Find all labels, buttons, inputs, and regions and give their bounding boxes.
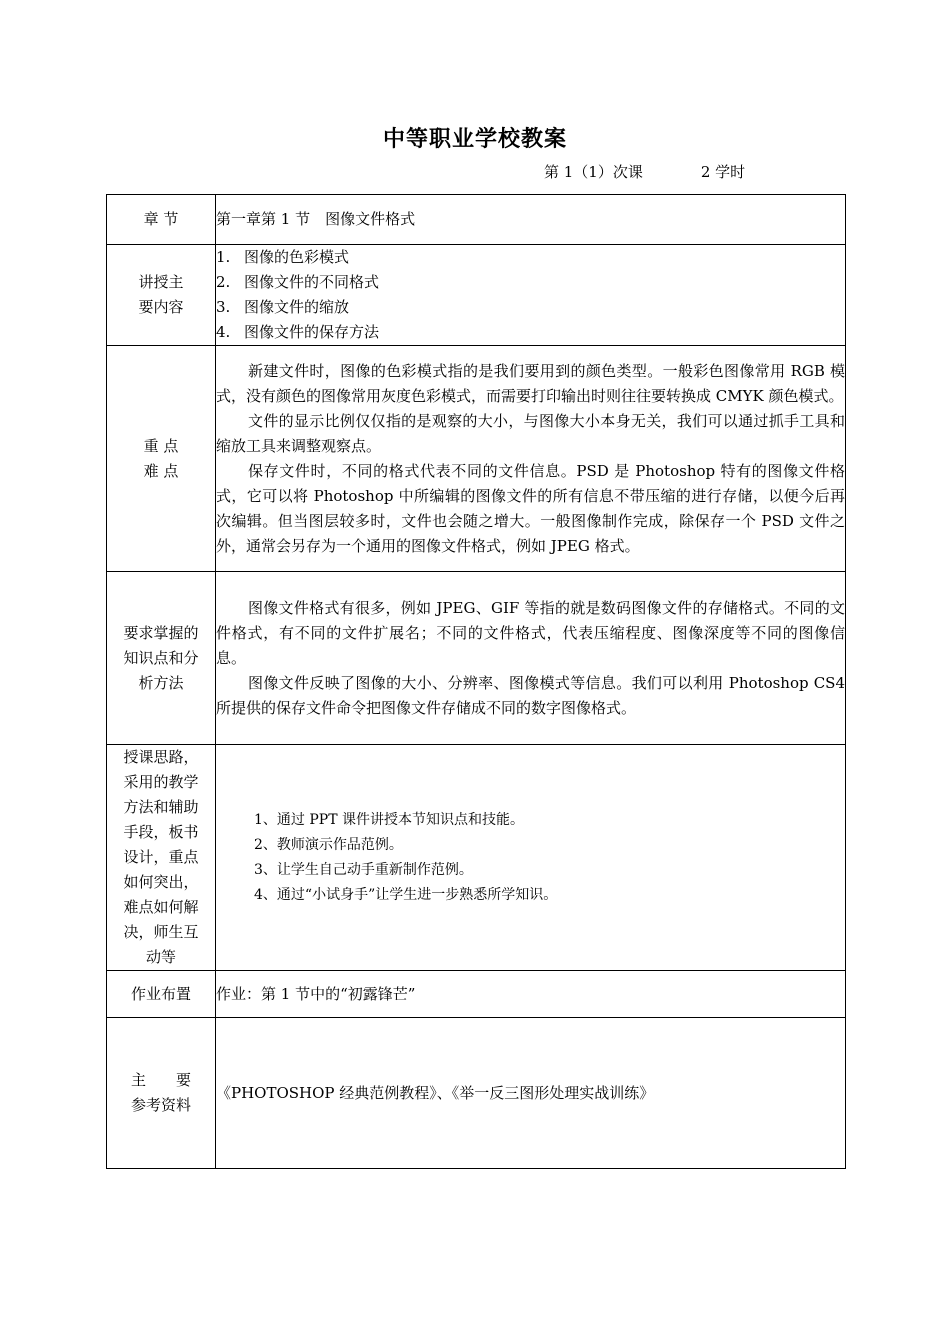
method-label-line: 方法和辅助: [123, 798, 199, 816]
knowledge-row: [107, 572, 846, 745]
lesson-plan-table: [106, 194, 846, 1169]
key-points-content: [216, 346, 846, 572]
references-label-line: 主 要: [130, 1071, 191, 1089]
page-title: 中等职业学校教案: [382, 127, 567, 152]
method-content: [216, 745, 846, 971]
method-item: 3、让学生自己动手重新制作范例。: [254, 861, 473, 878]
paragraph: 图像文件格式有很多，例如 JPEG、GIF 等指的就是数码图像文件的存储格式。不同的文件格式，有不同的文件扩展名；不同的文件格式，代表压缩程度、图像深度等不同的图像信息。: [216, 598, 845, 667]
paragraph: 图像文件反映了图像的大小、分辨率、图像模式等信息。我们可以利用 Photoshop CS4 所提供的保存文件命令把图像文件存储成不同的数字图像格式。: [216, 673, 845, 717]
lesson-hours: 2 学时: [700, 163, 746, 181]
references-value: 《PHOTOSHOP 经典范例教程》、《举一反三图形处理实战训练》: [216, 1018, 846, 1169]
method-item: 4、通过“小试身手”让学生进一步熟悉所学知识。: [254, 886, 558, 903]
list-item: 4. 图像文件的保存方法: [216, 323, 380, 341]
key-points-label-line: 重 点: [143, 436, 179, 455]
knowledge-label-line: 要求掌握的: [123, 623, 199, 642]
list-item: 3. 图像文件的缩放: [216, 298, 350, 316]
method-row: [107, 745, 846, 971]
main-content-list: [216, 245, 846, 346]
list-item: 2. 图像文件的不同格式: [216, 273, 380, 291]
references-label-line: 参考资料: [130, 1096, 191, 1114]
method-label-line: 决，师生互: [123, 923, 199, 941]
paragraph: 保存文件时，不同的格式代表不同的文件信息。PSD 是 Photoshop 特有的图像文件格式，它可以将 Photoshop 中所编辑的图像文件的所有信息不带压缩的进行存储，以便今后再次编辑。但当图层较多时，文件也会随之增大。一般图像制作完成，除保存一个 PSD 文件之外，通常会另存为一个通用的图像文件格式，例如 JPEG 格式。: [216, 461, 845, 555]
knowledge-content: [216, 572, 846, 745]
knowledge-label-line: 析方法: [138, 673, 184, 692]
knowledge-label: [107, 572, 216, 745]
chapter-row: [107, 195, 846, 245]
main-content-row: [107, 245, 846, 346]
references-label: [107, 1018, 216, 1169]
homework-value: 作业：第 1 节中的“初露锋芒”: [216, 971, 846, 1018]
method-label-line: 设计，重点: [123, 848, 199, 866]
method-label-line: 手段，板书: [123, 823, 199, 841]
method-label: [107, 745, 216, 971]
chapter-label: 章 节: [107, 195, 216, 245]
lesson-number: 第 1（1）次课: [544, 163, 643, 181]
method-label-line: 授课思路，: [123, 748, 199, 766]
method-label-line: 采用的教学: [123, 773, 199, 791]
method-item: 1、通过 PPT 课件讲授本节知识点和技能。: [254, 811, 524, 828]
key-points-label: [107, 346, 216, 572]
homework-label: 作业布置: [107, 971, 216, 1018]
main-content-label-line: 讲授主: [138, 273, 184, 291]
lesson-info: [544, 161, 745, 182]
method-label-line: 难点如何解: [123, 898, 199, 916]
method-label-line: 如何突出，: [123, 873, 199, 891]
main-content-label-line: 要内容: [138, 298, 184, 316]
chapter-value: 第一章第 1 节 图像文件格式: [216, 195, 846, 245]
key-points-row: [107, 346, 846, 572]
list-item: 1. 图像的色彩模式: [216, 248, 350, 266]
key-points-label-line: 难 点: [143, 461, 179, 480]
paragraph: 文件的显示比例仅仅指的是观察的大小，与图像大小本身无关，我们可以通过抓手工具和缩放工具来调整观察点。: [216, 411, 845, 455]
method-label-line: 动等: [145, 948, 176, 966]
method-item: 2、教师演示作品范例。: [254, 836, 403, 853]
main-content-label: [107, 245, 216, 346]
homework-row: [107, 971, 846, 1018]
references-row: [107, 1018, 846, 1169]
paragraph: 新建文件时，图像的色彩模式指的是我们要用到的颜色类型。一般彩色图像常用 RGB 模式，没有颜色的图像常用灰度色彩模式，而需要打印输出时则往往要转换成 CMYK 颜色模式。: [216, 361, 845, 405]
knowledge-label-line: 知识点和分: [123, 648, 199, 667]
